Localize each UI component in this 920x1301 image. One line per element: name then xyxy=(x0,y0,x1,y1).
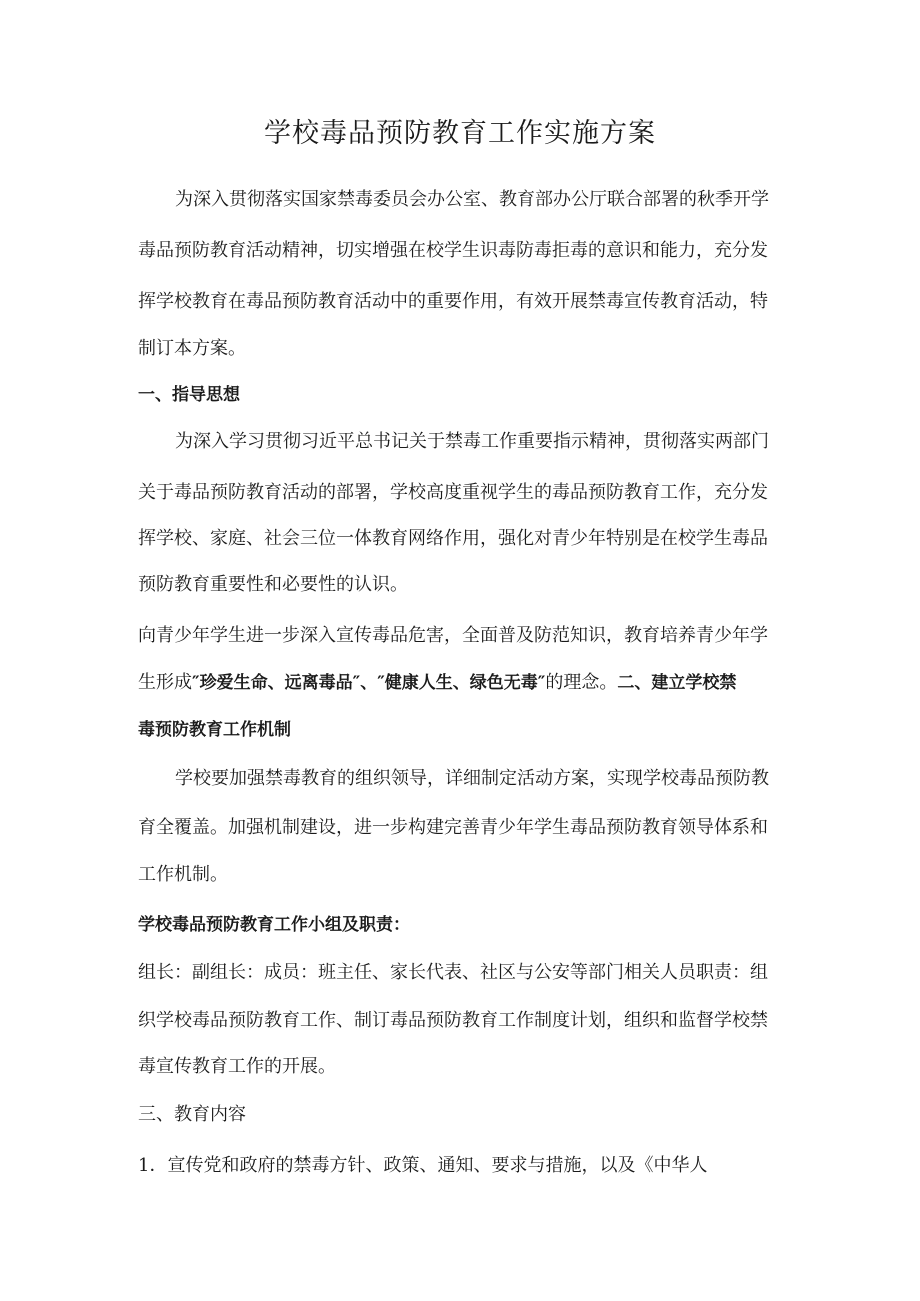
paragraph-line: 毒宣传教育工作的开展。 xyxy=(138,1056,336,1077)
document-title: 学校毒品预防教育工作实施方案 xyxy=(264,118,656,149)
mixed-middle: 的理念。 xyxy=(545,672,618,693)
intro-line: 为深入贯彻落实国家禁毒委员会办公室、教育部办公厅联合部署的秋季开学 xyxy=(175,189,769,210)
section-heading-mechanism-start: 二、建立学校禁 xyxy=(617,673,737,693)
paragraph-line: 学校要加强禁毒教育的组织领导，详细制定活动方案，实现学校毒品预防教 xyxy=(175,768,769,789)
paragraph-line: 组长：副组长：成员：班主任、家长代表、社区与公安等部门相关人员职责：组 xyxy=(138,962,768,983)
intro-line: 挥学校教育在毒品预防教育活动中的重要作用，有效开展禁毒宣传教育活动，特 xyxy=(138,291,768,312)
paragraph-line: 织学校毒品预防教育工作、制订毒品预防教育工作制度计划，组织和监督学校禁 xyxy=(138,1010,768,1031)
paragraph-line: 育全覆盖。加强机制建设，进一步构建完善青少年学生毒品预防教育领导体系和 xyxy=(138,817,768,838)
paragraph-line: 工作机制。 xyxy=(138,864,228,885)
list-item: 1．宣传党和政府的禁毒方针、政策、通知、要求与措施，以及《中华人 xyxy=(138,1155,708,1176)
slogan-text: ″珍爱生命、远离毒品″、″健康人生、绿色无毒″ xyxy=(192,673,546,693)
paragraph-line: 关于毒品预防教育活动的部署，学校高度重视学生的毒品预防教育工作，充分发 xyxy=(138,482,768,503)
intro-line: 毒品预防教育活动精神，切实增强在校学生识毒防毒拒毒的意识和能力，充分发 xyxy=(138,240,768,261)
mixed-line xyxy=(138,668,736,698)
mixed-prefix: 生形成 xyxy=(138,672,192,693)
paragraph-line: 为深入学习贯彻习近平总书记关于禁毒工作重要指示精神，贯彻落实两部门 xyxy=(175,431,769,452)
section-heading-guiding-ideology: 一、指导思想 xyxy=(138,385,240,405)
paragraph-line: 向青少年学生进一步深入宣传毒品危害，全面普及防范知识，教育培养青少年学 xyxy=(138,625,768,646)
group-heading: 学校毒品预防教育工作小组及职责： xyxy=(138,915,410,935)
intro-line: 制订本方案。 xyxy=(138,338,246,359)
paragraph-line: 挥学校、家庭、社会三位一体教育网络作用，强化对青少年特别是在校学生毒品 xyxy=(138,528,768,549)
section-heading-mechanism-end: 毒预防教育工作机制 xyxy=(138,720,291,740)
paragraph-line: 预防教育重要性和必要性的认识。 xyxy=(138,574,408,595)
section-heading-content: 三、教育内容 xyxy=(138,1104,246,1125)
